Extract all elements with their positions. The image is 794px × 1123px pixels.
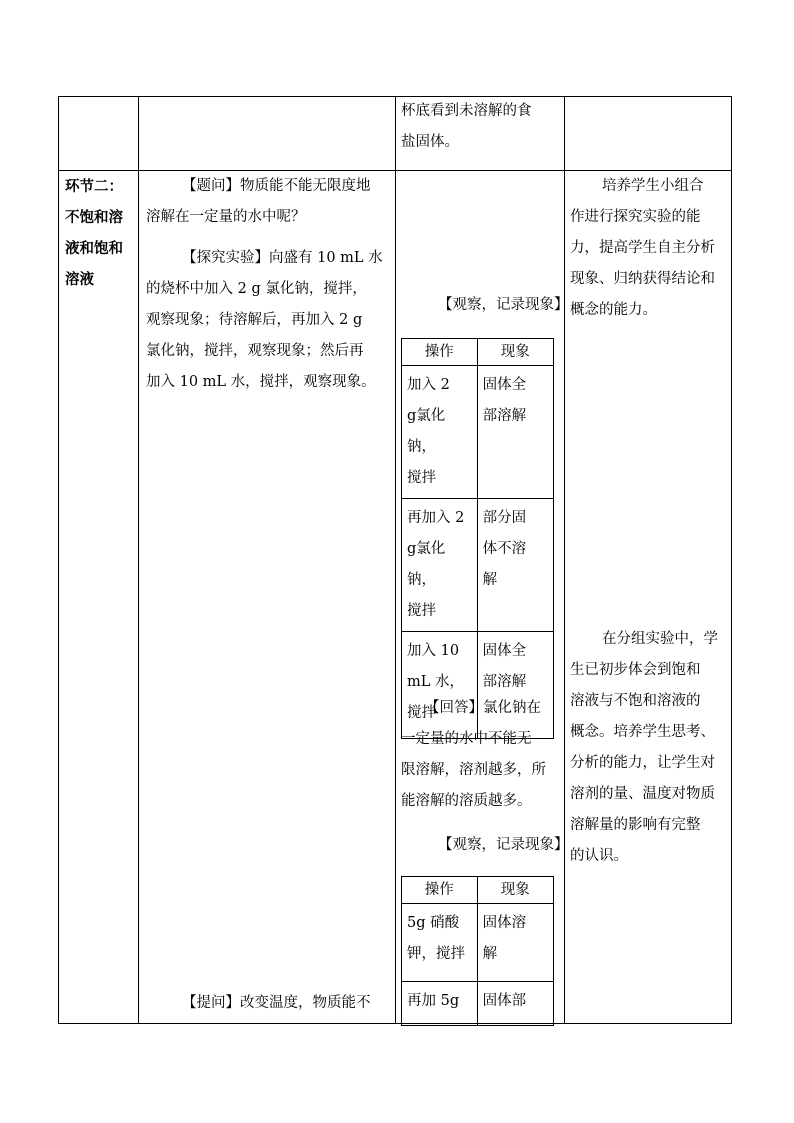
table-header-cell: 操作 xyxy=(402,877,478,904)
design-intent-1 xyxy=(570,171,730,326)
text-line: 固体溶 xyxy=(482,915,527,931)
text-line: 部溶解 xyxy=(482,408,527,424)
result-cell xyxy=(477,982,553,1026)
observe-heading-2: 【观察，记录现象】 xyxy=(438,837,569,853)
text-line: 一定量的水中不能无 xyxy=(401,731,532,747)
column-divider-1 xyxy=(138,96,139,1024)
observation-table-1 xyxy=(401,338,554,739)
text-line: 环节二： xyxy=(65,178,123,195)
column-divider-3 xyxy=(564,96,565,1024)
bottom-question: 【提问】改变温度，物质能不 xyxy=(182,995,371,1011)
text-line: 搅拌 xyxy=(407,603,436,619)
table-row xyxy=(402,366,554,499)
text-line: 盐固体。 xyxy=(401,134,459,150)
table-header-cell: 现象 xyxy=(477,877,553,904)
text-line: g氯化钠， xyxy=(407,541,446,588)
operation-cell xyxy=(402,366,478,499)
text-line: 观察现象；待溶解后，再加入 2 g xyxy=(146,312,363,328)
text-line: 杯底看到未溶解的食 xyxy=(401,103,532,119)
column-divider-2 xyxy=(395,96,396,1024)
answer-paragraph xyxy=(401,693,561,817)
text-line: 限溶解，溶剂越多，所 xyxy=(401,762,546,778)
text-line: 现象、归纳获得结论和 xyxy=(570,271,715,287)
text-line: 【探究实验】向盛有 10 mL 水 xyxy=(182,250,383,266)
experiment-paragraph xyxy=(146,243,391,398)
text-line: 在分组实验中，学 xyxy=(602,631,718,647)
result-cell xyxy=(477,904,553,982)
text-line: 分析的能力，让学生对 xyxy=(570,755,715,771)
text-line: 概念。培养学生思考、 xyxy=(570,724,715,740)
text-line: 解 xyxy=(482,946,498,962)
text-line: 培养学生小组合 xyxy=(602,178,704,194)
row1-col3-text xyxy=(401,96,532,158)
table-row xyxy=(402,982,554,1026)
text-line: 作进行探究实验的能 xyxy=(570,209,701,225)
text-line: 加入 10 mL 水，搅拌，观察现象。 xyxy=(146,374,376,390)
question-paragraph xyxy=(146,171,391,233)
text-line: 解 xyxy=(482,572,498,588)
result-cell xyxy=(477,499,553,632)
text-line: 生已初步体会到饱和 xyxy=(570,662,701,678)
text-line: 的烧杯中加入 2 g 氯化钠，搅拌， xyxy=(146,281,367,297)
design-intent-2 xyxy=(570,624,730,872)
operation-cell xyxy=(402,499,478,632)
text-line: 搅拌 xyxy=(407,705,436,721)
table-header-cell: 操作 xyxy=(402,339,478,366)
text-line: 部溶解 xyxy=(482,674,527,690)
text-line: 溶剂的量、温度对物质 xyxy=(570,786,715,802)
text-line: mL 水， xyxy=(407,674,464,690)
text-line: 氯化钠，搅拌，观察现象；然后再 xyxy=(146,343,364,359)
text-line: 再加 5g xyxy=(407,993,460,1009)
text-line: 固体全 xyxy=(482,377,527,393)
text-line: 概念的能力。 xyxy=(570,302,657,318)
text-line: 溶液 xyxy=(65,271,94,288)
text-line: 部分固 xyxy=(482,510,527,526)
observation-table-2 xyxy=(401,876,554,1026)
text-line: 的认识。 xyxy=(570,848,628,864)
table-header-row xyxy=(402,339,554,366)
table-row xyxy=(402,499,554,632)
text-line: 【题问】物质能不能无限度地 xyxy=(182,178,371,194)
text-line: 加入 2 xyxy=(407,377,450,393)
text-line: 钾，搅拌 xyxy=(407,946,465,962)
result-cell xyxy=(477,366,553,499)
operation-cell xyxy=(402,904,478,982)
text-line: 能溶解的溶质越多。 xyxy=(401,793,532,809)
section-label xyxy=(65,171,123,295)
text-line: 溶解在一定量的水中呢？ xyxy=(146,209,306,225)
table-header-cell: 现象 xyxy=(477,339,553,366)
text-line: 固体部 xyxy=(482,993,527,1009)
table-row xyxy=(402,904,554,982)
text-line: 5g 硝酸 xyxy=(407,915,460,931)
text-line: 【回答】氯化钠在 xyxy=(425,700,541,716)
text-line: 不饱和溶 xyxy=(65,209,123,226)
text-line: 再加入 2 xyxy=(407,510,465,526)
observe-heading-1: 【观察，记录现象】 xyxy=(438,297,569,313)
text-line: 体不溶 xyxy=(482,541,527,557)
text-line: 加入 10 xyxy=(407,643,460,659)
text-line: g氯化钠， xyxy=(407,408,446,455)
text-line: 固体全 xyxy=(482,643,527,659)
operation-cell xyxy=(402,982,478,1026)
text-line: 搅拌 xyxy=(407,470,436,486)
text-line: 液和饱和 xyxy=(65,240,123,257)
text-line: 力，提高学生自主分析 xyxy=(570,240,715,256)
text-line: 溶解量的影响有完整 xyxy=(570,817,701,833)
table-header-row xyxy=(402,877,554,904)
text-line: 溶液与不饱和溶液的 xyxy=(570,693,701,709)
